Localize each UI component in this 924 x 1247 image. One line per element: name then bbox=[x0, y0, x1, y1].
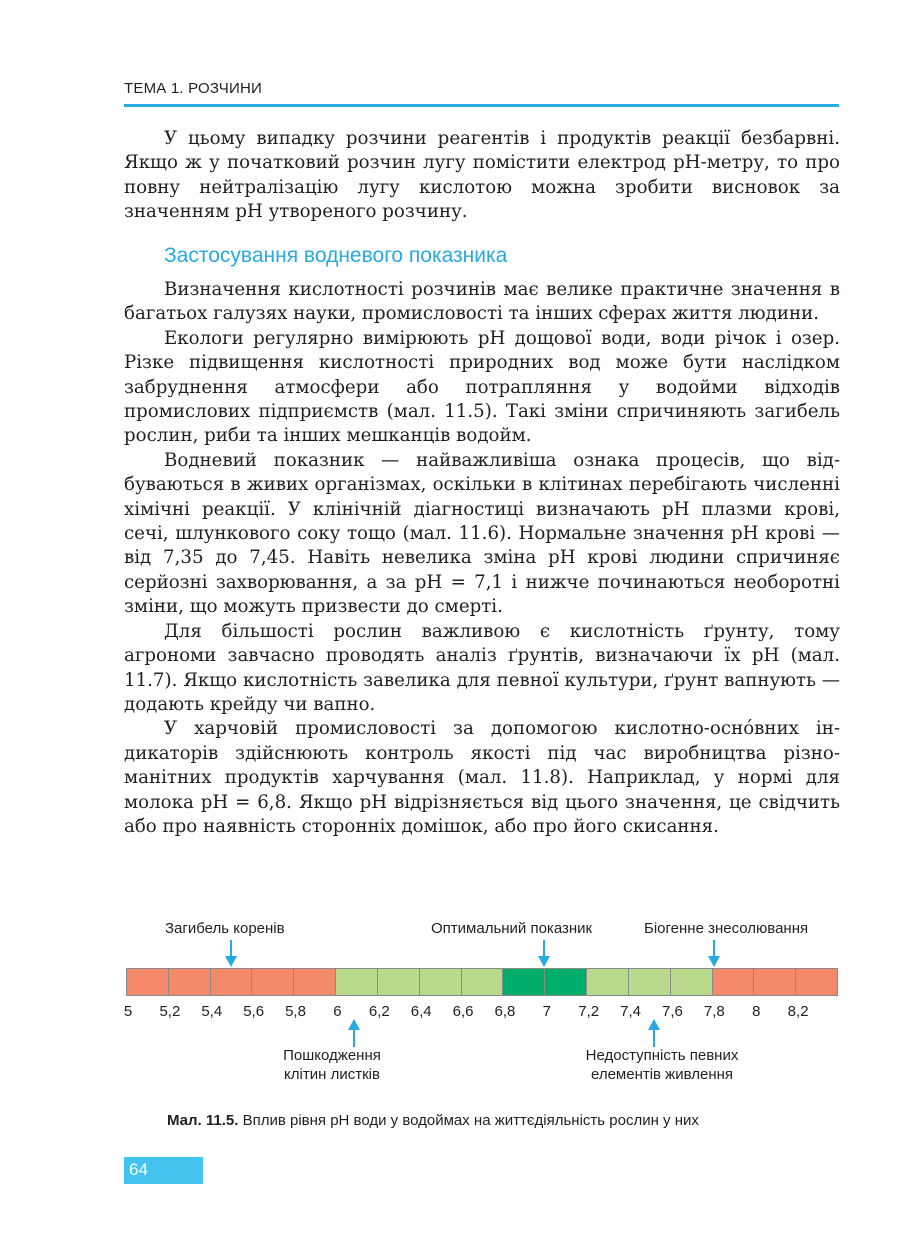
label-nutrients-line1: Недоступність певних bbox=[585, 1047, 739, 1064]
paragraph: Визначення кислотності розчинів має велике практичне значення в багатьох галузях науки, промисловості та інших сферах життя людини. bbox=[124, 279, 840, 325]
paragraph: Водневий показник — найважливіша ознака процесів, що відбуваються в живих організмах, оскільки в клітинах перебігають численні хімічні реакції. У клінічній діагностиці визначають pH плазми крові, сечі, шлункового соку тощо (мал. 11.6). Нормальне значення pH крові — від 7,35 до 7,45. Навіть невелика зміна pH крові людини спричиняє серйозні захворювання, а за pH = 7,1 і нижче починаються необоротні зміни, що можуть призвести до смерті. bbox=[124, 449, 840, 618]
ph-scale-cell-harmful bbox=[211, 969, 253, 995]
ph-scale-cell-acceptable bbox=[671, 969, 713, 995]
section-body bbox=[124, 278, 840, 839]
ph-scale-cell-acceptable bbox=[587, 969, 629, 995]
ph-tick-label: 6,4 bbox=[410, 1003, 432, 1020]
label-root-death: Загибель коренів bbox=[165, 920, 285, 937]
ph-scale-cell-optimal bbox=[503, 969, 545, 995]
ph-scale-cell-harmful bbox=[252, 969, 294, 995]
arrow-up-icon bbox=[347, 1019, 361, 1047]
ph-scale-cell-optimal bbox=[545, 969, 587, 995]
label-optimal: Оптимальний показник bbox=[431, 920, 593, 937]
ph-tick-label: 7,6 bbox=[662, 1003, 683, 1020]
ph-tick-label: 8,2 bbox=[787, 1003, 809, 1020]
label-nutrients-line2: елементів живлення bbox=[590, 1066, 734, 1083]
ph-tick-label: 5 bbox=[123, 1003, 133, 1020]
page-number: 64 bbox=[124, 1157, 203, 1184]
label-nutrients bbox=[567, 1046, 757, 1084]
caption-number: Мал. 11.5. bbox=[167, 1112, 239, 1129]
header-rule bbox=[124, 104, 839, 107]
paragraph: У харчовій промисловості за допомогою кислотно-осно́вних індикаторів здійснюють контроль якості під час виробництва різноманітних продуктів харчування (мал. 11.8). Наприклад, у нормі для молока pH = 6,8. Якщо pH відрізняється від цього значення, це свідчить або про наявність сторонніх домішок, або про його скисання. bbox=[124, 718, 840, 837]
ph-scale-cell-harmful bbox=[127, 969, 169, 995]
ph-tick-label: 8 bbox=[752, 1003, 761, 1020]
ph-scale-cell-acceptable bbox=[629, 969, 671, 995]
arrow-down-icon bbox=[224, 940, 238, 968]
ph-scale-cell-harmful bbox=[294, 969, 336, 995]
ph-scale-cell-harmful bbox=[754, 969, 796, 995]
ph-scale-bar bbox=[126, 968, 838, 996]
label-leaf-damage-line2: клітин листків bbox=[284, 1066, 380, 1083]
figure-caption bbox=[167, 1112, 699, 1129]
ph-scale-cell-harmful bbox=[796, 969, 837, 995]
ph-scale-cell-acceptable bbox=[336, 969, 378, 995]
ph-tick-label: 6,2 bbox=[368, 1003, 390, 1020]
ph-tick-label: 5,2 bbox=[159, 1003, 181, 1020]
ph-tick-label: 5,6 bbox=[243, 1003, 265, 1020]
ph-scale-cell-acceptable bbox=[462, 969, 504, 995]
intro-text bbox=[124, 127, 840, 225]
section-heading: Застосування водневого показника bbox=[164, 244, 508, 267]
ph-tick-label: 6,8 bbox=[494, 1003, 516, 1020]
ph-tick-label: 7,8 bbox=[703, 1003, 725, 1020]
ph-tick-label: 6,6 bbox=[452, 1003, 474, 1020]
running-head: ТЕМА 1. РОЗЧИНИ bbox=[124, 80, 262, 97]
label-leaf-damage bbox=[262, 1046, 402, 1084]
ph-scale-cell-harmful bbox=[169, 969, 211, 995]
caption-text: Вплив рівня pH води у водоймах на життєдіяльність рослин у них bbox=[238, 1112, 699, 1129]
paragraph: Для більшості рослин важливою є кислотність ґрунту, тому агрономи завчасно проводять аналіз ґрунтів, визначаючи їх pH (мал. 11.7). Якщо кислотність завелика для певної культури, ґрунт вапнують — додають крейду чи вапно. bbox=[124, 620, 840, 715]
ph-tick-label: 5,8 bbox=[285, 1003, 306, 1020]
ph-scale-cell-acceptable bbox=[420, 969, 462, 995]
paragraph: Екологи регулярно вимірюють pH дощової води, води річок і озер. Різке підвищення кислотності природних вод може бути наслідком забруднення атмосфери або потрапляння у водойми відходів промислових підприємств (мал. 11.5). Такі зміни спричиняють загибель рослин, риби та інших мешканців водойм. bbox=[124, 327, 840, 447]
label-leaf-damage-line1: Пошкодження bbox=[283, 1047, 381, 1064]
ph-tick-label: 7,4 bbox=[620, 1003, 642, 1020]
ph-tick-label: 7 bbox=[542, 1003, 551, 1020]
arrow-up-icon bbox=[647, 1019, 661, 1047]
ph-tick-label: 6 bbox=[333, 1003, 342, 1020]
ph-tick-label: 7,2 bbox=[578, 1003, 600, 1020]
arrow-down-icon bbox=[537, 940, 551, 968]
label-biogenic: Біогенне знесолювання bbox=[644, 920, 809, 937]
intro-paragraph: У цьому випадку розчини реагентів і продуктів реакції безбарвні. Якщо ж у початковий розчин лугу помістити електрод pH-метру, то про повну нейтралізацію лугу кислотою можна зробити висновок за значенням pH утвореного розчину. bbox=[124, 128, 840, 223]
ph-scale-cell-acceptable bbox=[378, 969, 420, 995]
ph-tick-label: 5,4 bbox=[201, 1003, 223, 1020]
ph-scale-cell-harmful bbox=[713, 969, 755, 995]
arrow-down-icon bbox=[707, 940, 721, 968]
